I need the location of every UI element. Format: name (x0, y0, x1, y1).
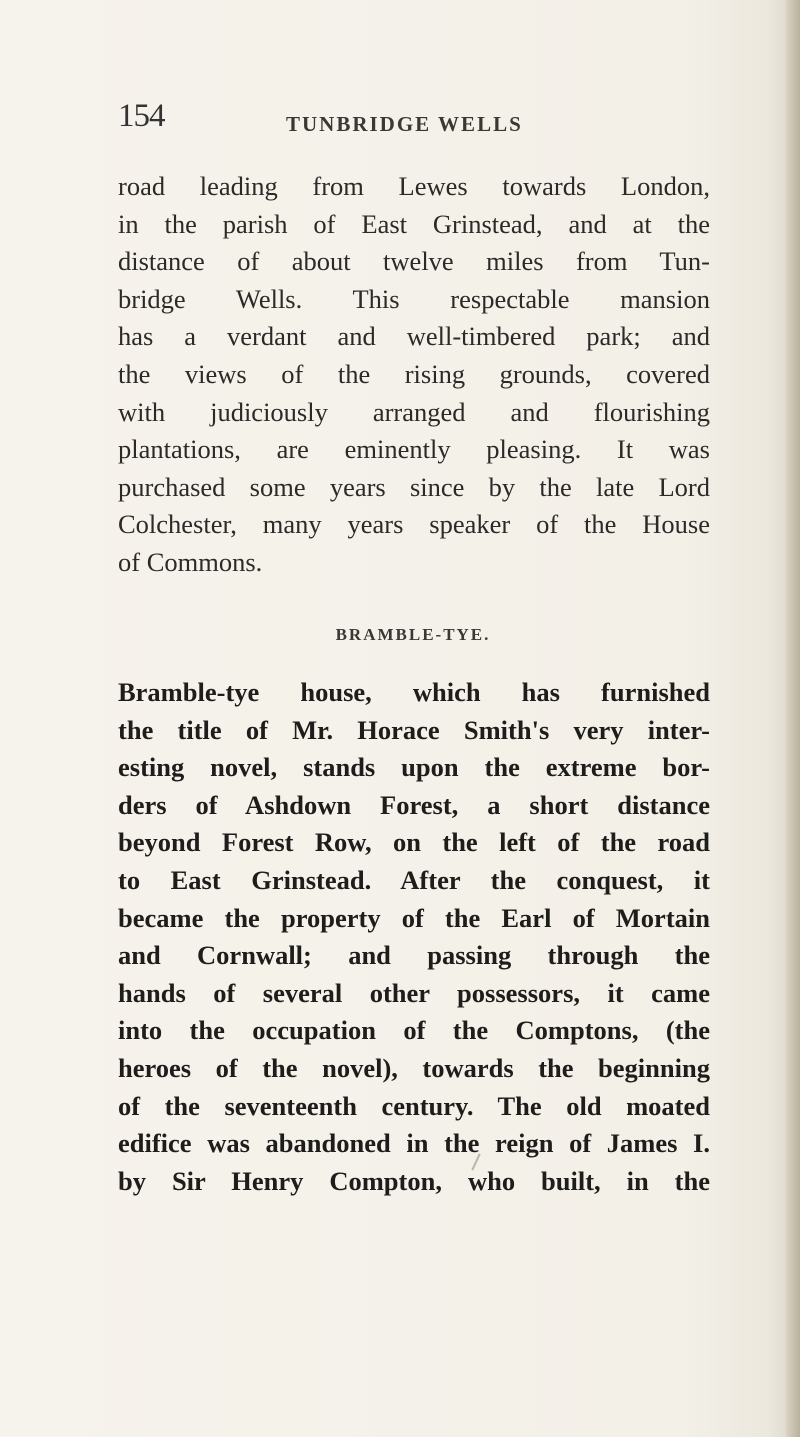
text-line: plantations, are eminently pleasing. It was (118, 434, 710, 465)
text-line: ders of Ashdown Forest, a short distance (118, 789, 710, 820)
text-line: of Commons. (118, 546, 263, 577)
section-heading-text: BRAMBLE-TYE. (335, 625, 491, 644)
paragraph-wakehurst (118, 168, 710, 582)
text-line: bridge Wells. This respectable mansion (118, 283, 710, 314)
text-line: hands of several other possessors, it came (118, 977, 710, 1008)
paragraph-bramble-tye (118, 674, 710, 1200)
page-number: 154 (118, 98, 165, 134)
text-line: became the property of the Earl of Mortain (118, 902, 710, 933)
text-line: by Sir Henry Compton, who built, in the (118, 1165, 710, 1196)
text-line: purchased some years since by the late Lord (118, 471, 710, 502)
running-title: TUNBRIDGE WELLS (286, 112, 523, 136)
text-line: Bramble-tye house, which has furnished (118, 677, 710, 707)
text-line: with judiciously arranged and flourishing (118, 396, 710, 427)
text-line: beyond Forest Row, on the left of the road (118, 827, 710, 858)
text-line: in the parish of East Grinstead, and at the (118, 208, 710, 239)
text-line: into the occupation of the Comptons, (the (118, 1015, 710, 1046)
text-line: esting novel, stands upon the extreme bor- (118, 752, 710, 783)
text-line: to East Grinstead. After the conquest, it (118, 864, 710, 895)
text-line: road leading from Lewes towards London, (118, 171, 710, 201)
text-line: the views of the rising grounds, covered (118, 358, 710, 389)
section-heading (0, 625, 800, 645)
text-line: the title of Mr. Horace Smith's very inter- (118, 714, 710, 745)
page-edge (786, 0, 800, 1437)
text-line: Colchester, many years speaker of the House (118, 509, 710, 540)
text-line: distance of about twelve miles from Tun- (118, 246, 710, 277)
text-line: and Cornwall; and passing through the (118, 940, 710, 971)
text-line: edifice was abandoned in the reign of James I. (118, 1128, 710, 1159)
text-line: of the seventeenth century. The old moated (118, 1090, 710, 1121)
text-line: heroes of the novel), towards the beginning (118, 1052, 710, 1083)
text-line: has a verdant and well-timbered park; and (118, 321, 710, 352)
